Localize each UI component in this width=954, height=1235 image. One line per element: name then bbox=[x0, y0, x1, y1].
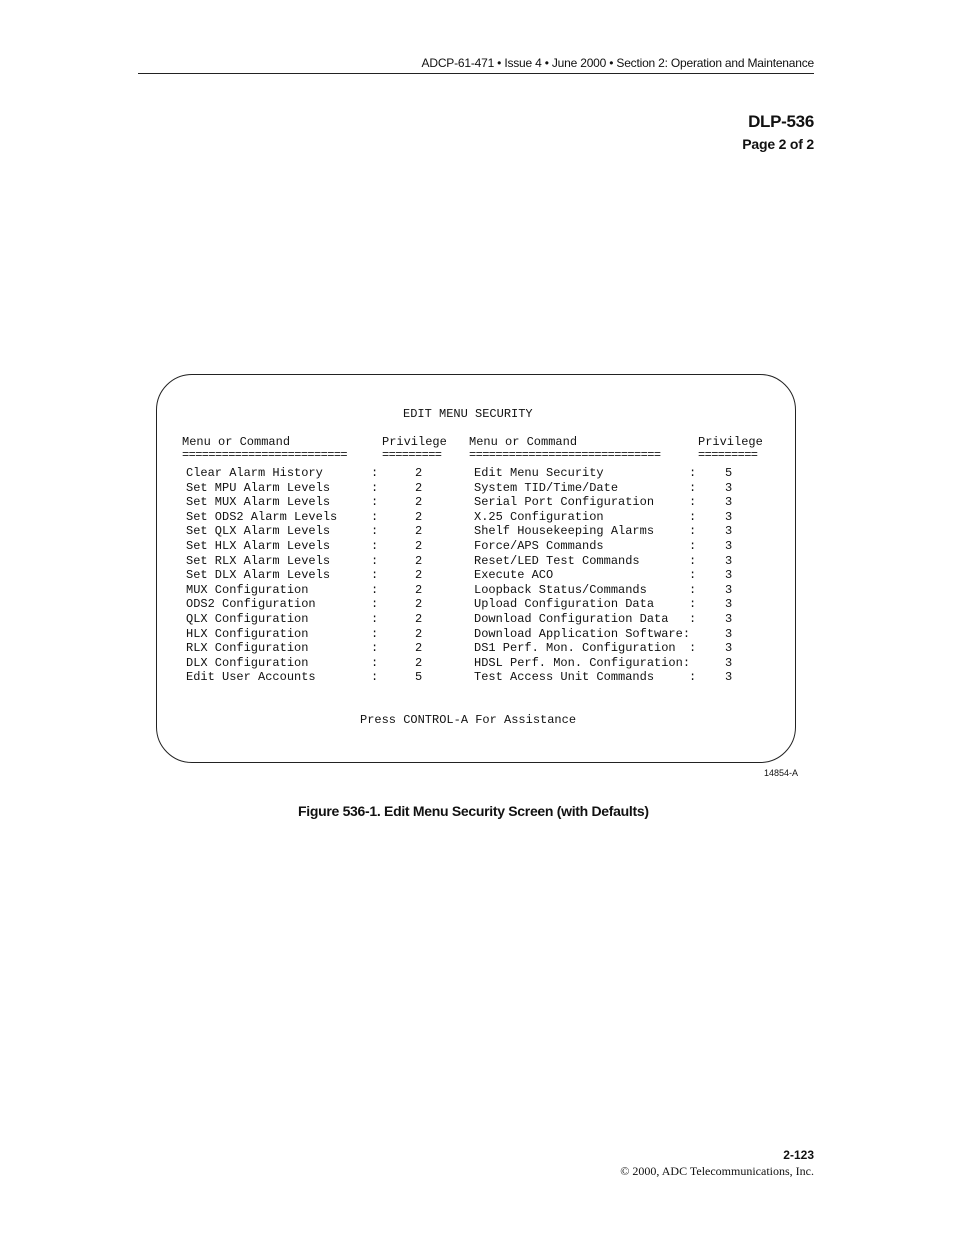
left-privilege: 2 bbox=[415, 480, 423, 495]
left-privilege: 2 bbox=[415, 538, 423, 553]
right-command: X.25 Configuration bbox=[474, 509, 604, 524]
right-separator: : bbox=[689, 568, 697, 583]
left-separator: : bbox=[371, 553, 379, 568]
left-command: RLX Configuration bbox=[186, 641, 309, 656]
left-separator: : bbox=[371, 524, 379, 539]
header-rule bbox=[138, 73, 814, 74]
left-command: Set HLX Alarm Levels bbox=[186, 538, 331, 553]
right-privilege: 3 bbox=[725, 582, 733, 597]
left-command: Set RLX Alarm Levels bbox=[186, 553, 331, 568]
left-command: Set ODS2 Alarm Levels bbox=[186, 509, 338, 524]
left-command: Edit User Accounts bbox=[186, 670, 316, 685]
left-command: MUX Configuration bbox=[186, 582, 309, 597]
left-privilege: 2 bbox=[415, 553, 423, 568]
left-command: Set QLX Alarm Levels bbox=[186, 524, 331, 539]
right-privilege: 3 bbox=[725, 495, 733, 510]
left-command: ODS2 Configuration bbox=[186, 597, 316, 612]
left-privilege: 2 bbox=[415, 495, 423, 510]
right-privilege: 3 bbox=[725, 480, 733, 495]
left-column-header: Menu or Command bbox=[182, 435, 291, 449]
right-command: DS1 Perf. Mon. Configuration bbox=[474, 641, 676, 656]
left-command: Clear Alarm History bbox=[186, 466, 323, 480]
left-separator: : bbox=[371, 655, 379, 670]
right-privilege: 3 bbox=[725, 524, 733, 539]
figure-id: 14854-A bbox=[764, 768, 799, 778]
figure-caption: Figure 536-1. Edit Menu Security Screen (with Defaults) bbox=[298, 803, 649, 819]
left-command: QLX Configuration bbox=[186, 611, 309, 626]
right-privilege: 3 bbox=[725, 509, 733, 524]
right-separator: : bbox=[689, 597, 697, 612]
right-separator: : bbox=[689, 466, 697, 480]
left-command: Set DLX Alarm Levels bbox=[186, 568, 331, 583]
right-separator: : bbox=[689, 509, 697, 524]
right-separator: : bbox=[689, 582, 697, 597]
page-of: Page 2 of 2 bbox=[742, 136, 814, 152]
right-privilege: 3 bbox=[725, 568, 733, 583]
right-command: Download Application Software: bbox=[474, 626, 691, 641]
assistance-hint: Press CONTROL-A For Assistance bbox=[360, 713, 577, 727]
running-header: ADCP-61-471 • Issue 4 • June 2000 • Section 2: Operation and Maintenance bbox=[421, 56, 814, 70]
right-command: Loopback Status/Commands bbox=[474, 582, 647, 597]
right-separator: : bbox=[689, 480, 697, 495]
left-privilege: 2 bbox=[415, 582, 423, 597]
left-privilege: 2 bbox=[415, 597, 423, 612]
left-separator: : bbox=[371, 597, 379, 612]
right-column-header: Menu or Command bbox=[469, 435, 578, 449]
right-command: Execute ACO bbox=[474, 568, 554, 583]
left-separator: : bbox=[371, 611, 379, 626]
right-command: Shelf Housekeeping Alarms bbox=[474, 524, 655, 539]
left-priv-rule: ========= bbox=[382, 448, 442, 462]
right-command: Download Configuration Data bbox=[474, 611, 669, 626]
right-command: System TID/Time/Date bbox=[474, 480, 619, 495]
right-separator: : bbox=[689, 611, 697, 626]
left-privilege: 2 bbox=[415, 466, 423, 480]
screen-title: EDIT MENU SECURITY bbox=[403, 407, 533, 421]
dlp-number: DLP-536 bbox=[748, 112, 814, 131]
right-privilege: 3 bbox=[725, 655, 733, 670]
left-privilege: 2 bbox=[415, 626, 423, 641]
right-separator: : bbox=[689, 524, 697, 539]
left-privilege: 2 bbox=[415, 611, 423, 626]
left-separator: : bbox=[371, 641, 379, 656]
left-privilege-header: Privilege bbox=[382, 435, 447, 449]
right-separator: : bbox=[689, 553, 697, 568]
right-separator: : bbox=[689, 495, 697, 510]
left-privilege: 2 bbox=[415, 641, 423, 656]
right-command: Reset/LED Test Commands bbox=[474, 553, 640, 568]
left-command: DLX Configuration bbox=[186, 655, 309, 670]
right-privilege: 3 bbox=[725, 611, 733, 626]
left-separator: : bbox=[371, 509, 379, 524]
left-separator: : bbox=[371, 568, 379, 583]
left-privilege: 2 bbox=[415, 655, 423, 670]
left-privilege: 5 bbox=[415, 670, 423, 685]
left-separator: : bbox=[371, 582, 379, 597]
left-privilege: 2 bbox=[415, 568, 423, 583]
right-privilege: 3 bbox=[725, 597, 733, 612]
left-separator: : bbox=[371, 626, 379, 641]
right-command: Serial Port Configuration bbox=[474, 495, 655, 510]
left-command: Set MUX Alarm Levels bbox=[186, 495, 331, 510]
left-separator: : bbox=[371, 670, 379, 685]
left-privilege: 2 bbox=[415, 524, 423, 539]
right-command: Force/APS Commands bbox=[474, 538, 604, 553]
left-separator: : bbox=[371, 495, 379, 510]
right-privilege: 3 bbox=[725, 626, 733, 641]
right-separator: : bbox=[689, 641, 697, 656]
right-separator: : bbox=[689, 670, 697, 685]
right-command: Upload Configuration Data bbox=[474, 597, 655, 612]
left-command: HLX Configuration bbox=[186, 626, 309, 641]
left-command: Set MPU Alarm Levels bbox=[186, 480, 331, 495]
copyright: © 2000, ADC Telecommunications, Inc. bbox=[620, 1164, 814, 1178]
left-separator: : bbox=[371, 480, 379, 495]
page-number: 2-123 bbox=[783, 1148, 814, 1162]
left-separator: : bbox=[371, 538, 379, 553]
left-rule: ========================= bbox=[182, 448, 348, 462]
left-separator: : bbox=[371, 466, 379, 480]
right-command: Edit Menu Security bbox=[474, 466, 604, 480]
right-privilege-header: Privilege bbox=[698, 435, 763, 449]
right-privilege: 5 bbox=[725, 466, 733, 480]
left-privilege: 2 bbox=[415, 509, 423, 524]
right-privilege: 3 bbox=[725, 538, 733, 553]
right-separator: : bbox=[689, 538, 697, 553]
right-privilege: 3 bbox=[725, 670, 733, 685]
right-command: Test Access Unit Commands bbox=[474, 670, 655, 685]
right-priv-rule: ========= bbox=[698, 448, 758, 462]
right-rule: ============================= bbox=[469, 448, 661, 462]
right-privilege: 3 bbox=[725, 641, 733, 656]
right-command: HDSL Perf. Mon. Configuration: bbox=[474, 655, 691, 670]
right-privilege: 3 bbox=[725, 553, 733, 568]
